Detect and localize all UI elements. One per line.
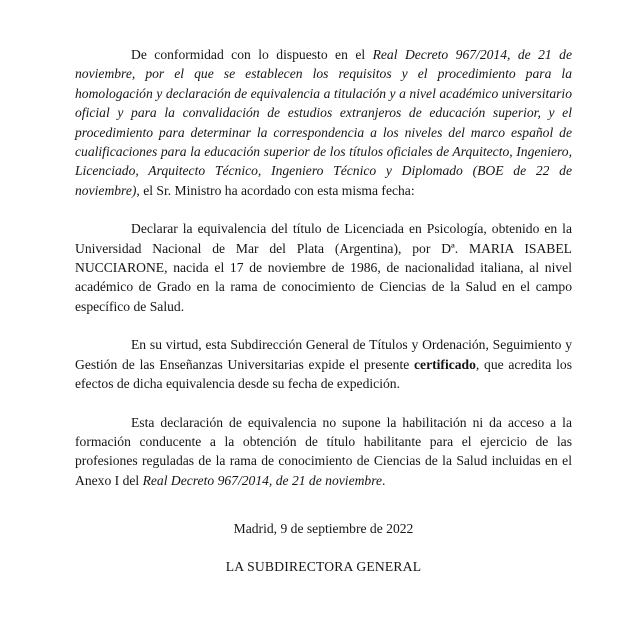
text-run: Real Decreto 967/2014, de 21 de noviembre, por el que se establecen los requisitos y el procedimiento para la homologación y declaración de equivalencia a titulación y a nivel académico universitario oficial y para la convalidación de estudios extranjeros de educación superior, y el procedimiento para determinar la correspondencia a los niveles del marco español de cualificaciones para la educación superior de los títulos oficiales de Arquitecto, Ingeniero, Licenciado, Arquitecto Técnico, Ingeniero Técnico y Diplomado (BOE de 22 de noviembre) — [75, 47, 572, 198]
signature-title: LA SUBDIRECTORA GENERAL — [225, 558, 422, 574]
text-run: De conformidad con lo dispuesto en el — [131, 47, 373, 62]
date-line: Madrid, 9 de septiembre de 2022 — [233, 521, 414, 537]
text-run: certificado — [414, 356, 476, 372]
paragraph-legal-basis — [75, 45, 572, 200]
document-body — [75, 45, 572, 576]
paragraph-disclaimer — [75, 413, 572, 491]
text-run: , que acredita los efectos de dicha equivalencia desde su fecha de expedición. — [75, 356, 572, 392]
text-run: , el Sr. Ministro ha acordado con esta misma fecha: — [136, 182, 415, 198]
text-run: En su virtud, esta Subdirección General de Títulos y Ordenación, Seguimiento y Gestión de las Enseñanzas Universitarias expide el presente — [75, 337, 572, 372]
text-run: Real Decreto 967/2014, de 21 de noviembre — [142, 472, 383, 488]
paragraph-certificate — [75, 335, 572, 393]
text-run: . — [382, 472, 386, 488]
paragraph-declaration — [75, 219, 572, 316]
text-run: Declarar la equivalencia del título de Licenciada en Psicología, obtenido en la Universidad Nacional de Mar del Plata (Argentina), por Dª. MARIA ISABEL NUCCIARONE, nacida el 17 de noviembre de 1986, de nacionalidad italiana, al nivel académico de Grado en la rama de conocimiento de Ciencias de la Salud en el campo específico de Salud. — [75, 221, 572, 314]
text-run: Esta declaración de equivalencia no supone la habilitación ni da acceso a la formación conducente a la obtención de título habilitante para el ejercicio de las profesiones reguladas de la rama de conocimiento de Ciencias de la Salud incluidas en el Anexo I del — [75, 414, 572, 488]
